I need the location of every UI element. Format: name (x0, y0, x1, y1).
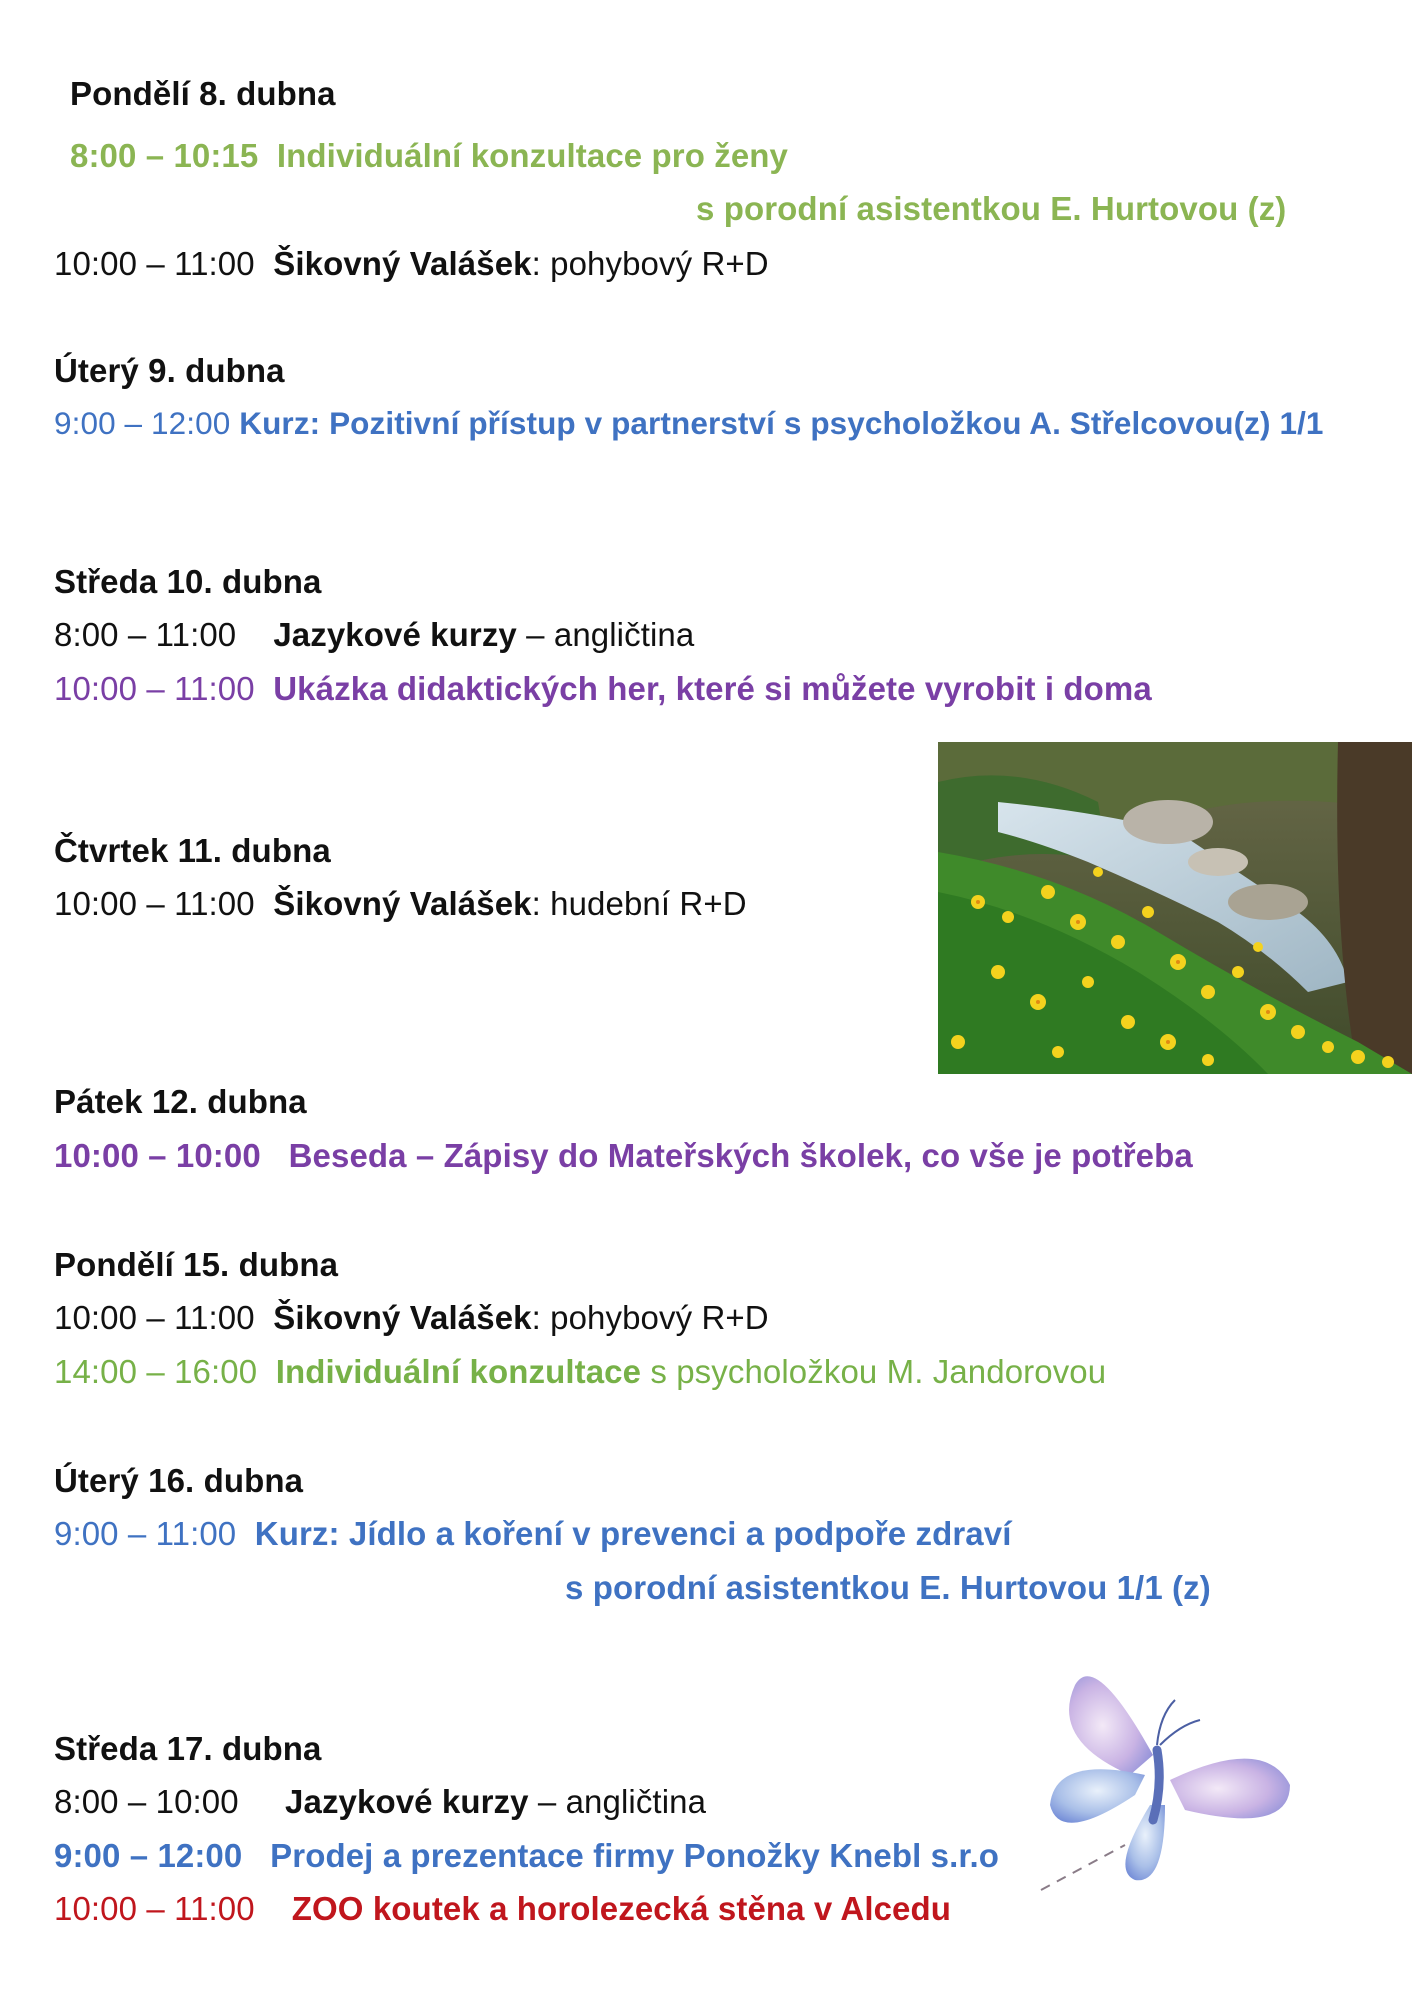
day-heading: Úterý 16. dubna (54, 1462, 304, 1499)
event-detail: : hudební R+D (531, 885, 747, 922)
event-time: 9:00 – 12:00 (54, 1837, 243, 1874)
event-detail: : pohybový R+D (531, 245, 769, 282)
butterfly-illustration (1035, 1645, 1315, 1900)
event-time: 10:00 – 11:00 (54, 670, 255, 707)
event-row (54, 403, 1324, 443)
event-time: 10:00 – 11:00 (54, 245, 255, 282)
event-title: ZOO koutek a horolezecká stěna v Alcedu (291, 1890, 952, 1927)
event-time: 8:00 – 10:00 (54, 1783, 239, 1820)
event-time: 10:00 – 11:00 (54, 1890, 255, 1927)
event-title: Šikovný Valášek (273, 1299, 532, 1336)
day-heading: Pátek 12. dubna (54, 1083, 307, 1120)
event-title: Prodej a prezentace firmy Ponožky Knebl s.r.o (270, 1837, 1000, 1874)
event-continuation: s porodní asistentkou E. Hurtovou 1/1 (z) (565, 1569, 1211, 1606)
event-row (54, 244, 769, 284)
event-title: Jazykové kurzy (285, 1783, 529, 1820)
event-title: Beseda – Zápisy do Mateřských školek, co vše je potřeba (288, 1137, 1193, 1174)
event-row (54, 615, 694, 655)
event-detail: – angličtina (528, 1783, 707, 1820)
event-title: Kurz (239, 405, 310, 441)
event-time: 8:00 – 10:15 (70, 137, 259, 174)
day-heading: Pondělí 8. dubna (70, 75, 336, 112)
event-row (54, 1889, 951, 1929)
event-row (54, 1352, 1106, 1392)
event-row (54, 1298, 769, 1338)
event-detail: – angličtina (516, 616, 695, 653)
spring-flowers-photo (938, 742, 1412, 1074)
event-title: Šikovný Valášek (273, 885, 532, 922)
event-time: 14:00 – 16:00 (54, 1353, 258, 1390)
event-row (54, 669, 1152, 709)
event-row (54, 1782, 706, 1822)
event-time: 9:00 – 12:00 (54, 405, 231, 441)
event-title: Jazykové kurzy (273, 616, 517, 653)
event-row (54, 1136, 1193, 1176)
event-title: Šikovný Valášek (273, 245, 532, 282)
day-heading: Čtvrtek 11. dubna (54, 832, 331, 869)
event-time: 10:00 – 10:00 (54, 1137, 261, 1174)
event-detail: : pohybový R+D (531, 1299, 769, 1336)
event-title: Individuální konzultace (275, 1353, 642, 1390)
event-time: 10:00 – 11:00 (54, 885, 255, 922)
event-row (54, 884, 747, 924)
event-title: Ukázka didaktických her, které si můžete vyrobit i doma (273, 670, 1152, 707)
event-detail: s psycholožkou M. Jandorovou (641, 1353, 1107, 1390)
event-row (70, 136, 788, 176)
event-detail: : Pozitivní přístup v partnerství s psycholožkou A. Střelcovou(z) 1/1 (309, 405, 1324, 441)
event-title: Individuální konzultace pro ženy (276, 137, 788, 174)
event-time: 9:00 – 11:00 (54, 1515, 237, 1552)
day-heading: Pondělí 15. dubna (54, 1246, 339, 1283)
event-time: 8:00 – 11:00 (54, 616, 237, 653)
day-heading: Úterý 9. dubna (54, 352, 285, 389)
event-continuation: s porodní asistentkou E. Hurtovou (z) (696, 190, 1287, 227)
event-row (54, 1514, 1011, 1554)
day-heading: Středa 10. dubna (54, 563, 322, 600)
day-heading: Středa 17. dubna (54, 1730, 322, 1767)
event-title: Kurz: Jídlo a koření v prevenci a podpoře zdraví (254, 1515, 1012, 1552)
event-time: 10:00 – 11:00 (54, 1299, 255, 1336)
event-row (54, 1836, 999, 1876)
